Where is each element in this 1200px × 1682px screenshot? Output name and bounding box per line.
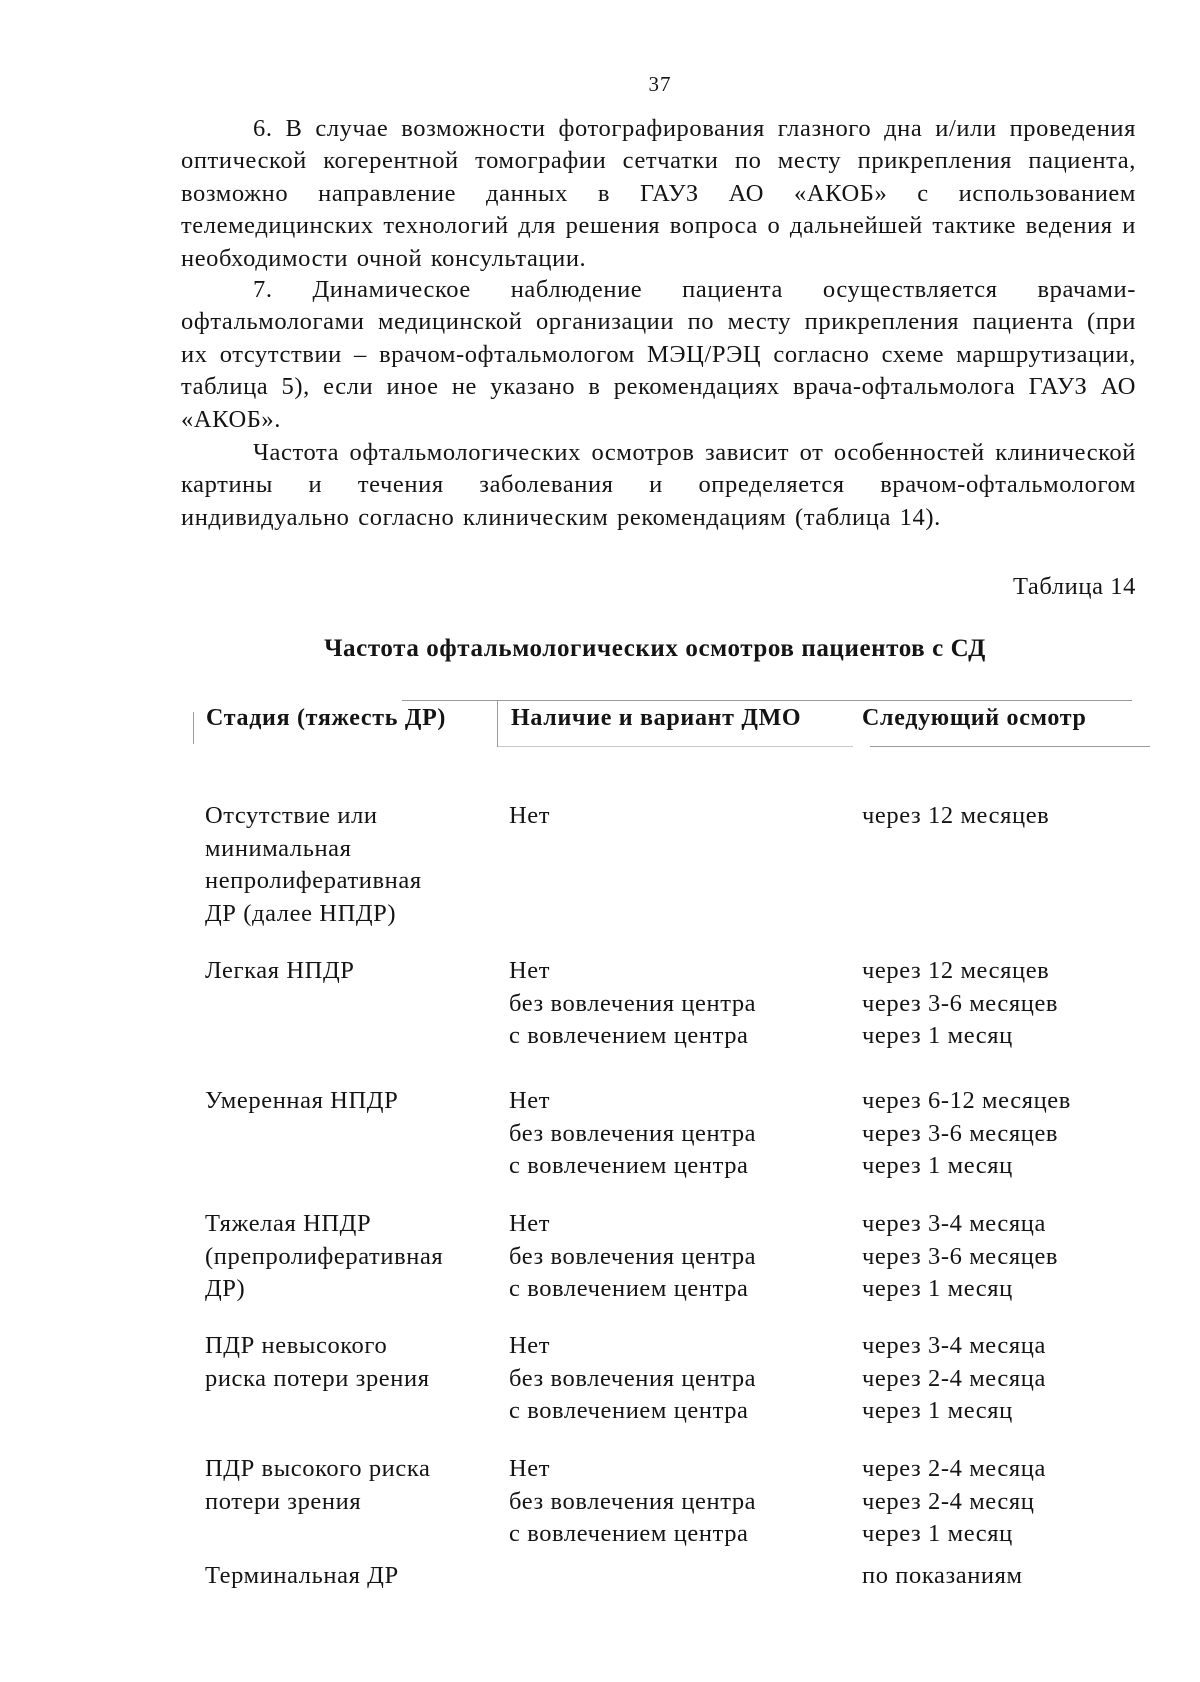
cell-line: (препролиферативная — [205, 1242, 444, 1270]
cell-line: Нет — [509, 1332, 551, 1359]
header-divider — [497, 700, 498, 747]
table-caption: Таблица 14 — [1012, 573, 1136, 600]
cell-line: ПДР невысокого — [205, 1332, 388, 1359]
cell-line: ДР (далее НПДР) — [205, 899, 397, 927]
cell-line: через 2-4 месяца — [862, 1455, 1046, 1482]
cell-line: через 1 месяц — [862, 1275, 1013, 1302]
cell-line: без вовлечения центра — [509, 1364, 757, 1392]
cell-line: минимальная — [205, 834, 352, 862]
cell-line: через 12 месяцев — [862, 802, 1050, 829]
paragraph-6: 6. В случае возможности фотографирования глазного дна и/или проведения оптической когерентной томографии сетчатки по месту прикрепления пациента, возможно направление данных в ГАУЗ АО «АКОБ» с использованием телемедицинских технологий для решения вопроса о дальнейшей тактике ведения и необходимости очной консультации. — [181, 115, 1136, 272]
page-number: 37 — [648, 72, 672, 96]
cell-line: через 3-4 месяца — [862, 1332, 1046, 1359]
cell-line: без вовлечения центра — [509, 1242, 757, 1270]
cell-line: через 2-4 месяца — [862, 1364, 1046, 1392]
cell-line: Нет — [509, 1210, 551, 1237]
cell-line: с вовлечением центра — [509, 1275, 749, 1302]
stage-cell — [205, 1085, 398, 1118]
cell-line: через 12 месяцев — [862, 957, 1050, 984]
cell-line: без вовлечения центра — [509, 989, 757, 1017]
header-bottom-rule — [870, 746, 1150, 747]
next-exam-cell — [862, 1330, 1046, 1428]
next-exam-cell — [862, 955, 1058, 1053]
next-exam-cell — [862, 1560, 1023, 1593]
cell-line: потери зрения — [205, 1487, 362, 1515]
cell-line: через 1 месяц — [862, 1152, 1013, 1179]
cell-line: через 1 месяц — [862, 1520, 1013, 1547]
dmo-cell — [509, 1085, 756, 1183]
header-left-border — [193, 712, 194, 744]
paragraph-frequency: Частота офтальмологических осмотров зависит от особенностей клинической картины и течения заболевания и определяется врачом-офтальмологом индивидуально согласно клиническим рекомендациям (таблица 14). — [181, 439, 1136, 531]
cell-line: с вовлечением центра — [509, 1022, 749, 1049]
dmo-cell — [509, 1208, 756, 1306]
next-exam-cell — [862, 1085, 1071, 1183]
cell-line: через 3-4 месяца — [862, 1210, 1046, 1237]
stage-cell — [205, 1453, 430, 1518]
header-dmo: Наличие и вариант ДМО — [511, 705, 802, 731]
cell-line: Нет — [509, 957, 551, 984]
cell-line: Умеренная НПДР — [205, 1087, 399, 1114]
header-next-exam: Следующий осмотр — [862, 705, 1087, 731]
next-exam-cell — [862, 800, 1049, 833]
stage-cell — [205, 1208, 443, 1306]
cell-line: без вовлечения центра — [509, 1119, 757, 1147]
cell-line: через 1 месяц — [862, 1397, 1013, 1424]
next-exam-cell — [862, 1453, 1046, 1551]
cell-line: без вовлечения центра — [509, 1487, 757, 1515]
header-stage: Стадия (тяжесть ДР) — [206, 705, 447, 731]
cell-line: Тяжелая НПДР — [205, 1210, 372, 1237]
cell-line: Отсутствие или — [205, 802, 378, 829]
cell-line: через 3-6 месяцев — [862, 989, 1059, 1017]
stage-cell — [205, 800, 422, 930]
cell-line: по показаниям — [862, 1562, 1023, 1589]
dmo-cell — [509, 1453, 756, 1551]
cell-line: Нет — [509, 802, 551, 829]
cell-line: с вовлечением центра — [509, 1152, 749, 1179]
stage-cell — [205, 1330, 430, 1395]
cell-line: с вовлечением центра — [509, 1520, 749, 1547]
paragraph-7: 7. Динамическое наблюдение пациента осуществляется врачами-офтальмологами медицинской организации по месту прикрепления пациента (при их отсутствии – врачом-офтальмологом МЭЦ/РЭЦ согласно схеме маршрутизации, таблица 5), если иное не указано в рекомендациях врача-офтальмолога ГАУЗ АО «АКОБ». — [181, 276, 1136, 433]
cell-line: через 2-4 месяц — [862, 1487, 1035, 1515]
table-title: Частота офтальмологических осмотров пациентов с СД — [324, 635, 986, 662]
header-top-rule — [402, 700, 1132, 701]
cell-line: Терминальная ДР — [205, 1562, 399, 1589]
cell-line: Нет — [509, 1455, 551, 1482]
cell-line: Легкая НПДР — [205, 957, 355, 984]
cell-line: через 6-12 месяцев — [862, 1087, 1071, 1114]
cell-line: с вовлечением центра — [509, 1397, 749, 1424]
cell-line: через 3-6 месяцев — [862, 1242, 1059, 1270]
dmo-cell — [509, 1330, 756, 1428]
cell-line: через 3-6 месяцев — [862, 1119, 1059, 1147]
cell-line: ДР) — [205, 1275, 246, 1302]
cell-line: через 1 месяц — [862, 1022, 1013, 1049]
cell-line: риска потери зрения — [205, 1364, 430, 1392]
stage-cell — [205, 955, 355, 988]
header-bottom-rule-left — [497, 746, 853, 747]
cell-line: Нет — [509, 1087, 551, 1114]
next-exam-cell — [862, 1208, 1058, 1306]
cell-line: ПДР высокого риска — [205, 1455, 431, 1482]
cell-line: непролиферативная — [205, 867, 422, 894]
dmo-cell — [509, 800, 550, 833]
stage-cell — [205, 1560, 399, 1593]
dmo-cell — [509, 955, 756, 1053]
